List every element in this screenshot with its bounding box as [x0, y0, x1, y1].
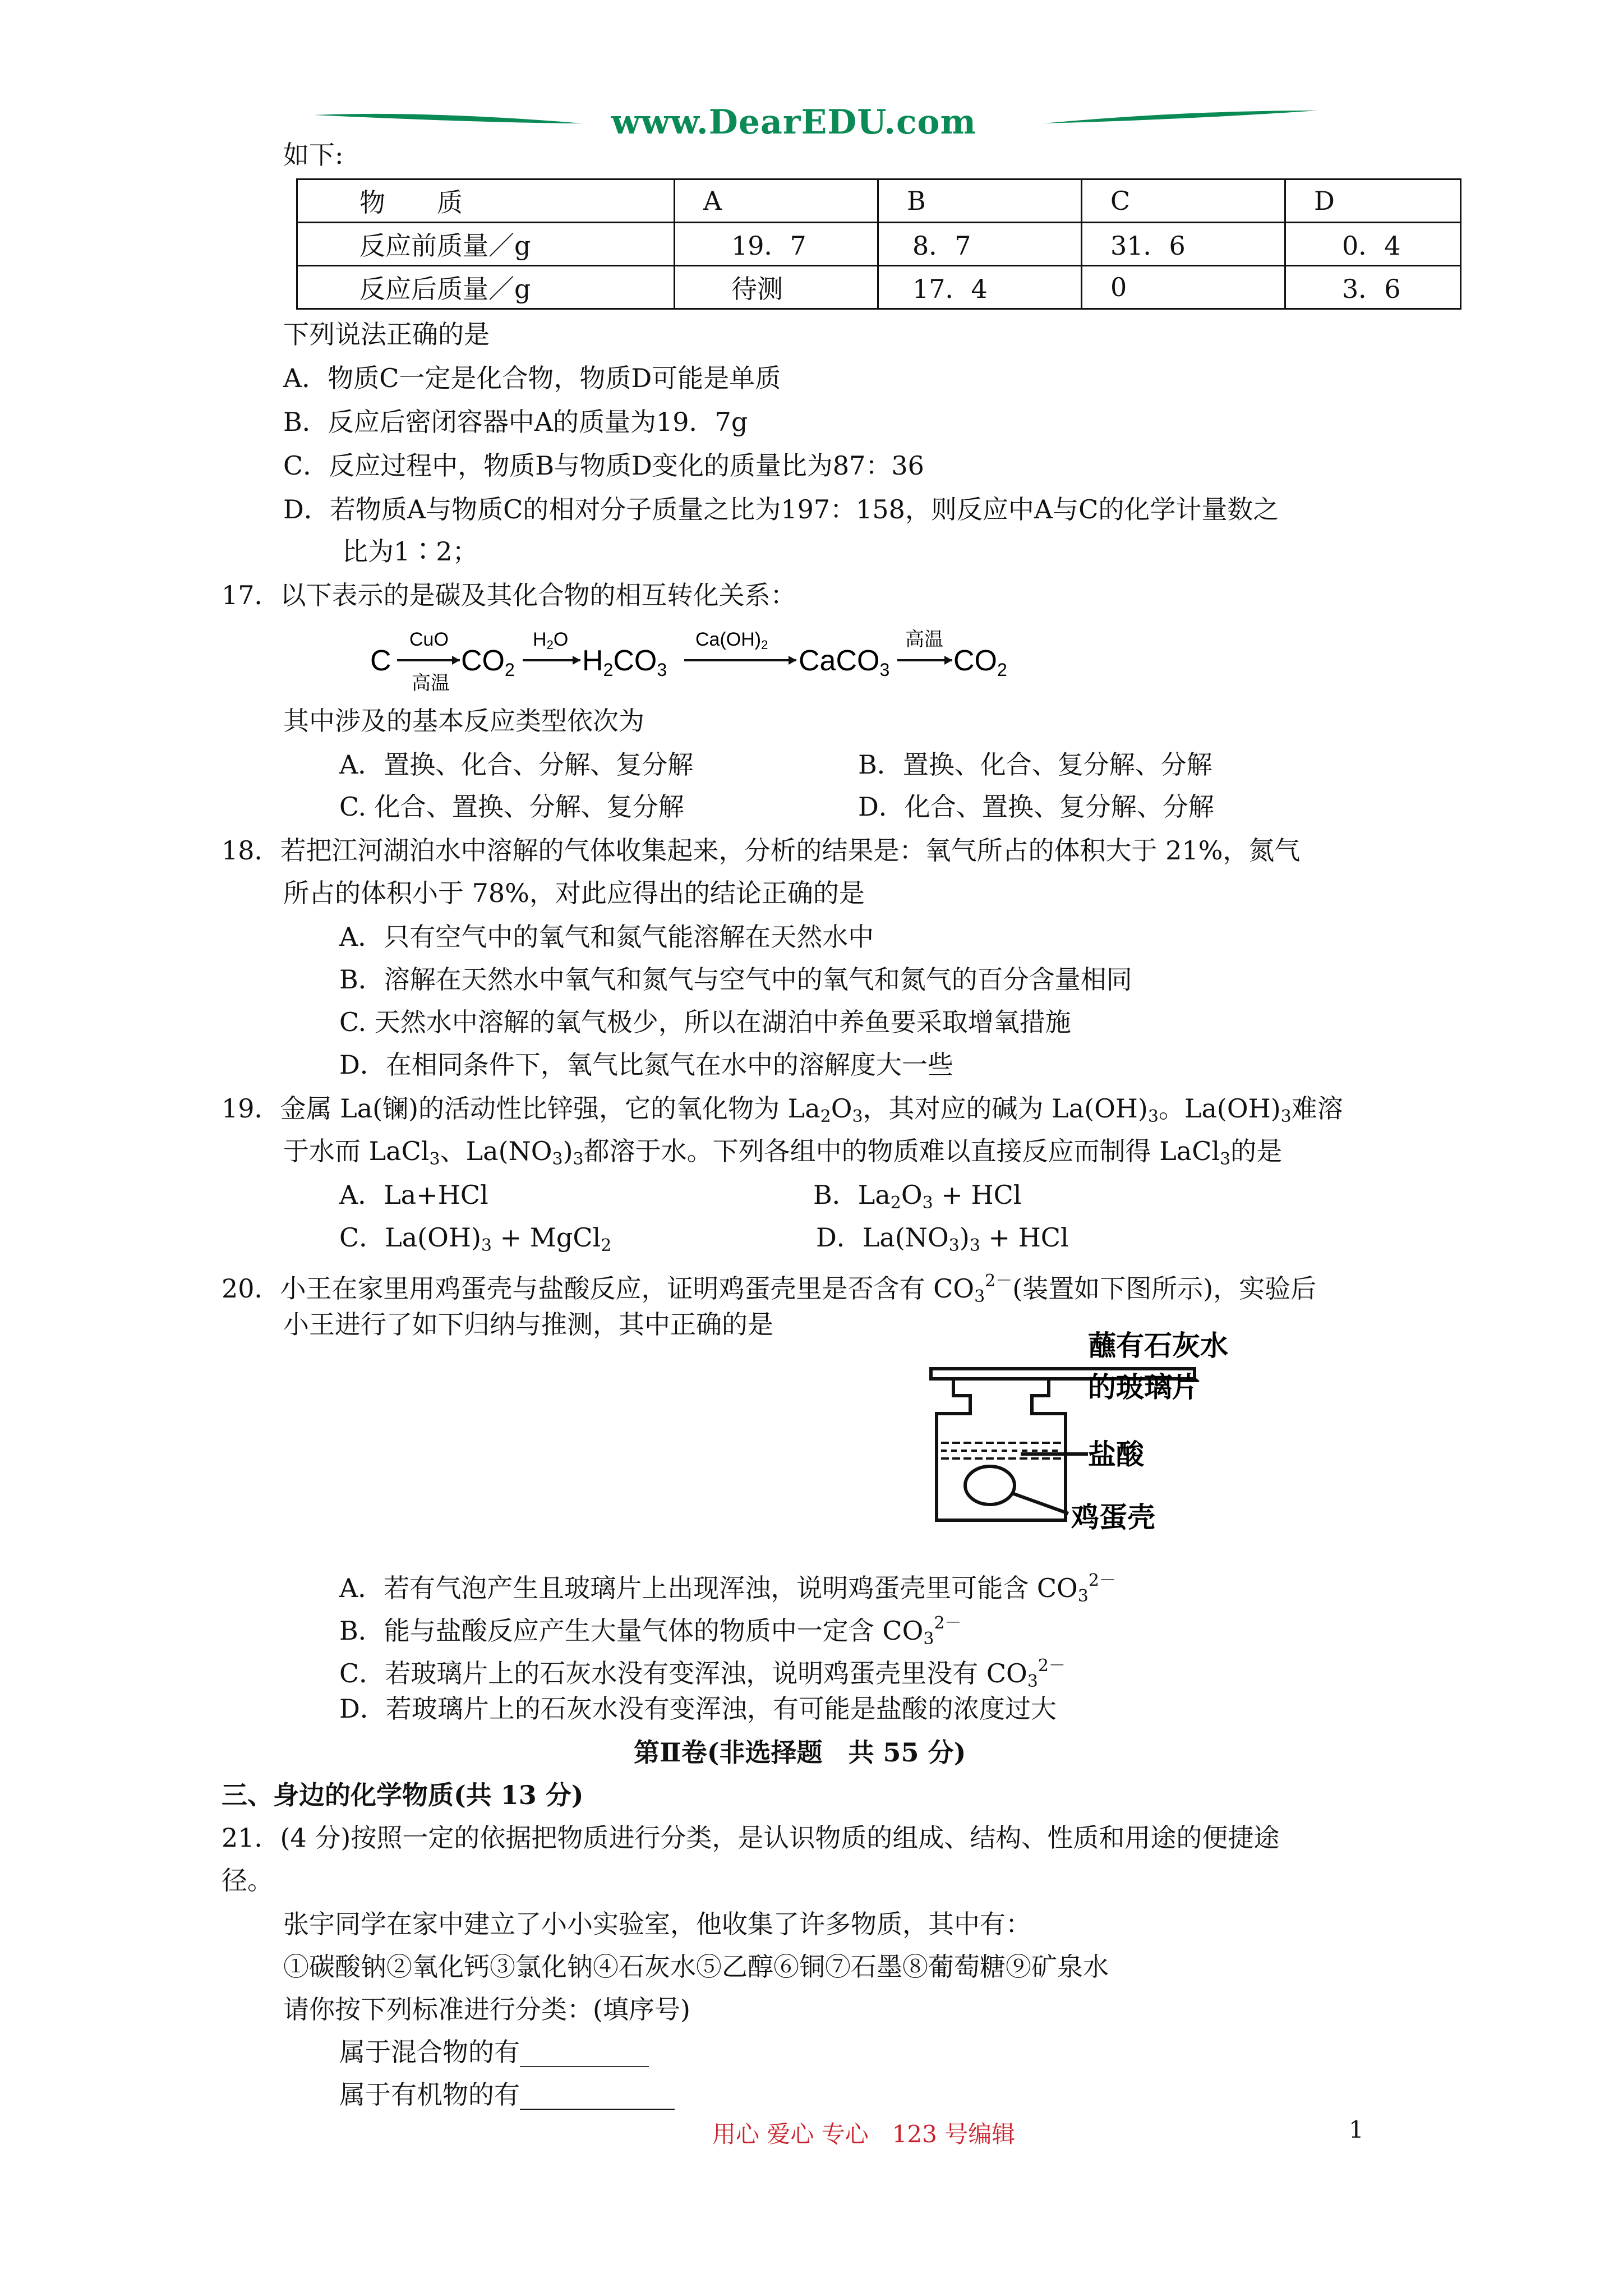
- q21-stem-line1: 21．(4 分)按照一定的依据把物质进行分类，是认识物质的组成、结构、性质和用途的便捷途: [222, 1823, 1280, 1853]
- table-header-cell: 物 质: [297, 180, 675, 223]
- eggshell-leader-line: [1012, 1493, 1068, 1513]
- section-3-title: 三、身边的化学物质(共 13 分): [222, 1780, 584, 1810]
- q16-option-c: C．反应过程中，物质B与物质D变化的质量比为87：36: [283, 450, 924, 481]
- label-glass-plate: 蘸有石灰水: [1088, 1330, 1228, 1361]
- scheme-arrow2-top-sub: 2: [546, 638, 554, 652]
- q19-option-a: A．La+HCl: [339, 1180, 488, 1210]
- label-eggshell: 鸡蛋壳: [1071, 1502, 1155, 1533]
- table-header-cell: A: [675, 180, 878, 223]
- scheme-h2co3-sub2: 3: [657, 660, 667, 680]
- table-row: [297, 223, 1461, 266]
- q20-option-c: C．若玻璃片上的石灰水没有变浑浊，说明鸡蛋壳里没有 $CO_3^{2-}$: [339, 1656, 1066, 1691]
- scheme-arrow4-top: 高温: [905, 629, 943, 650]
- q16-option-d: D．若物质A与物质C的相对分子质量之比为197：158，则反应中A与C的化学计量数之: [283, 494, 1279, 524]
- label-glass-plate-2: 的玻璃片: [1088, 1372, 1200, 1403]
- q20-option-a: A．若有气泡产生且玻璃片上出现浑浊，说明鸡蛋壳里可能含 $CO_3^{2-}$: [339, 1571, 1116, 1606]
- q21-blank-mixtures[interactable]: 属于混合物的有__________: [339, 2037, 649, 2067]
- scheme-arrow2-top: H: [533, 629, 547, 650]
- table-cell: 反应前质量／g: [297, 223, 675, 266]
- table-cell: 8．7: [878, 223, 1082, 266]
- scheme-arrow2-top-end: O: [553, 629, 569, 650]
- scheme-h2co3-sub1: 2: [603, 660, 614, 680]
- site-logo: www.DearEDU.com: [611, 103, 977, 142]
- q18-option-a: A．只有空气中的氧气和氮气能溶解在天然水中: [339, 922, 874, 952]
- table-cell: 19．7: [675, 223, 878, 266]
- eggshell-shape: [965, 1466, 1015, 1504]
- q18-stem-line2: 所占的体积小于 78%，对此应得出的结论正确的是: [283, 878, 865, 908]
- q21-instruction: 请你按下列标准进行分类：(填序号): [283, 1994, 690, 2024]
- q17-option-b: B．置换、化合、复分解、分解: [858, 749, 1212, 780]
- scheme-arrow3-top: Ca(OH): [695, 629, 762, 650]
- q18-option-b: B．溶解在天然水中氧气和氮气与空气中的氧气和氮气的百分含量相同: [339, 964, 1132, 995]
- svg-text:CO2: [953, 645, 1007, 680]
- svg-text:H2O: [533, 629, 568, 652]
- svg-text:H2CO3: [582, 645, 667, 680]
- q16-prompt: 下列说法正确的是: [283, 319, 490, 349]
- q21-substance-list: ①碳酸钠②氧化钙③氯化钠④石灰水⑤乙醇⑥铜⑦石墨⑧葡萄糖⑨矿泉水: [283, 1952, 1109, 1982]
- carbon-conversion-scheme: [370, 620, 1043, 698]
- svg-text:Ca(OH)2: [695, 629, 768, 652]
- page-number: 1: [1349, 2116, 1364, 2143]
- q19-option-b: B．$La_2O_3$ + HCl: [813, 1180, 1022, 1213]
- q18-option-d: D．在相同条件下，氧气比氮气在水中的溶解度大一些: [339, 1050, 953, 1080]
- header-banner: [314, 98, 1324, 149]
- table-header-cell: C: [1082, 180, 1285, 223]
- q16-option-b: B．反应后密闭容器中A的质量为19．7g: [283, 407, 748, 437]
- table-cell: 0．4: [1285, 223, 1461, 266]
- q21-context: 张宇同学在家中建立了小小实验室，他收集了许多物质，其中有：: [283, 1909, 1031, 1939]
- svg-text:CO2: [461, 645, 515, 680]
- q17-prompt: 其中涉及的基本反应类型依次为: [283, 706, 644, 736]
- footer-text: 用心 爱心 专心 123 号编辑: [712, 2120, 1016, 2148]
- label-hydrochloric-acid: 盐酸: [1088, 1439, 1144, 1470]
- scheme-co2-sub: 2: [505, 660, 515, 680]
- q17-option-d: D．化合、置换、复分解、分解: [858, 792, 1214, 822]
- scheme-arrow1-top: CuO: [409, 629, 449, 650]
- q16-option-d-cont: 比为1∶2；: [342, 536, 478, 567]
- scheme-co2-end: CO: [953, 645, 997, 677]
- table-cell: 0: [1082, 266, 1285, 309]
- scheme-h2co3-co: CO: [613, 645, 657, 677]
- q18-stem-line1: 18．若把江河湖泊水中溶解的气体收集起来，分析的结果是：氧气所占的体积大于 21%，氮气: [222, 835, 1301, 866]
- table-header-cell: D: [1285, 180, 1461, 223]
- table-cell: 31．6: [1082, 223, 1285, 266]
- section-2-title: 第Ⅱ卷(非选择题 共 55 分): [634, 1737, 966, 1768]
- apparatus-figure: [920, 1324, 1290, 1548]
- scheme-caco3-sub: 3: [879, 660, 890, 680]
- q19-stem-line2: 于水而 LaCl$_3$、$La(NO_3)_3$都溶于水。下列各组中的物质难以直接反应而制得 LaCl$_3$的是: [283, 1136, 1283, 1169]
- q17-option-a: A．置换、化合、分解、复分解: [339, 749, 694, 780]
- scheme-arrow1-bottom: 高温: [412, 673, 450, 694]
- scheme-caco3: CaCO: [799, 645, 880, 677]
- svg-text:CaCO3: [799, 645, 889, 680]
- table-cell: 3．6: [1285, 266, 1461, 309]
- q20-option-b: B．能与盐酸反应产生大量气体的物质中一定含 $CO_3^{2-}$: [339, 1613, 962, 1649]
- q20-option-d: D．若玻璃片上的石灰水没有变浑浊，有可能是盐酸的浓度过大: [339, 1694, 1057, 1724]
- intro-text: 如下:: [283, 140, 344, 170]
- q20-stem-line2: 小王进行了如下归纳与推测，其中正确的是: [283, 1309, 773, 1340]
- q21-blank-organics[interactable]: 属于有机物的有____________: [339, 2079, 675, 2110]
- table-cell: 待测: [675, 266, 878, 309]
- q21-stem-line2: 径。: [222, 1865, 273, 1895]
- q17-option-c: C. 化合、置换、分解、复分解: [339, 792, 684, 822]
- q16-option-a: A．物质C一定是化合物，物质D可能是单质: [283, 363, 781, 393]
- scheme-h2co3-h: H: [582, 645, 603, 677]
- table-cell: 17．4: [878, 266, 1082, 309]
- scheme-arrow3-top-sub: 2: [761, 638, 768, 652]
- scheme-c: C: [370, 645, 391, 677]
- q20-stem-line1: 20．小王在家里用鸡蛋壳与盐酸反应，证明鸡蛋壳里是否含有 $CO_3^{2-}$(装置如下图所示)，实验后: [222, 1271, 1317, 1306]
- table-cell: 反应后质量／g: [297, 266, 675, 309]
- table-header-row: [297, 180, 1461, 223]
- q19-option-d: D．$La(NO_3)_3$ + HCl: [816, 1222, 1069, 1255]
- q19-stem-line1: 19．金属 La(镧)的活动性比锌强，它的氧化物为 $La_2O_3$，其对应的碱为 $La(OH)_3$。$La(OH)_3$难溶: [222, 1093, 1343, 1126]
- table-row: [297, 266, 1461, 309]
- q19-option-c: C．$La(OH)_3$ + MgCl$_2$: [339, 1222, 612, 1255]
- scheme-co2-end-sub: 2: [997, 660, 1007, 680]
- q18-option-c: C. 天然水中溶解的氧气极少，所以在湖泊中养鱼要采取增氧措施: [339, 1007, 1071, 1037]
- mass-table: [296, 178, 1461, 310]
- table-header-cell: B: [878, 180, 1082, 223]
- q17-stem: 17．以下表示的是碳及其化合物的相互转化关系：: [222, 580, 796, 610]
- scheme-co2: CO: [461, 645, 505, 677]
